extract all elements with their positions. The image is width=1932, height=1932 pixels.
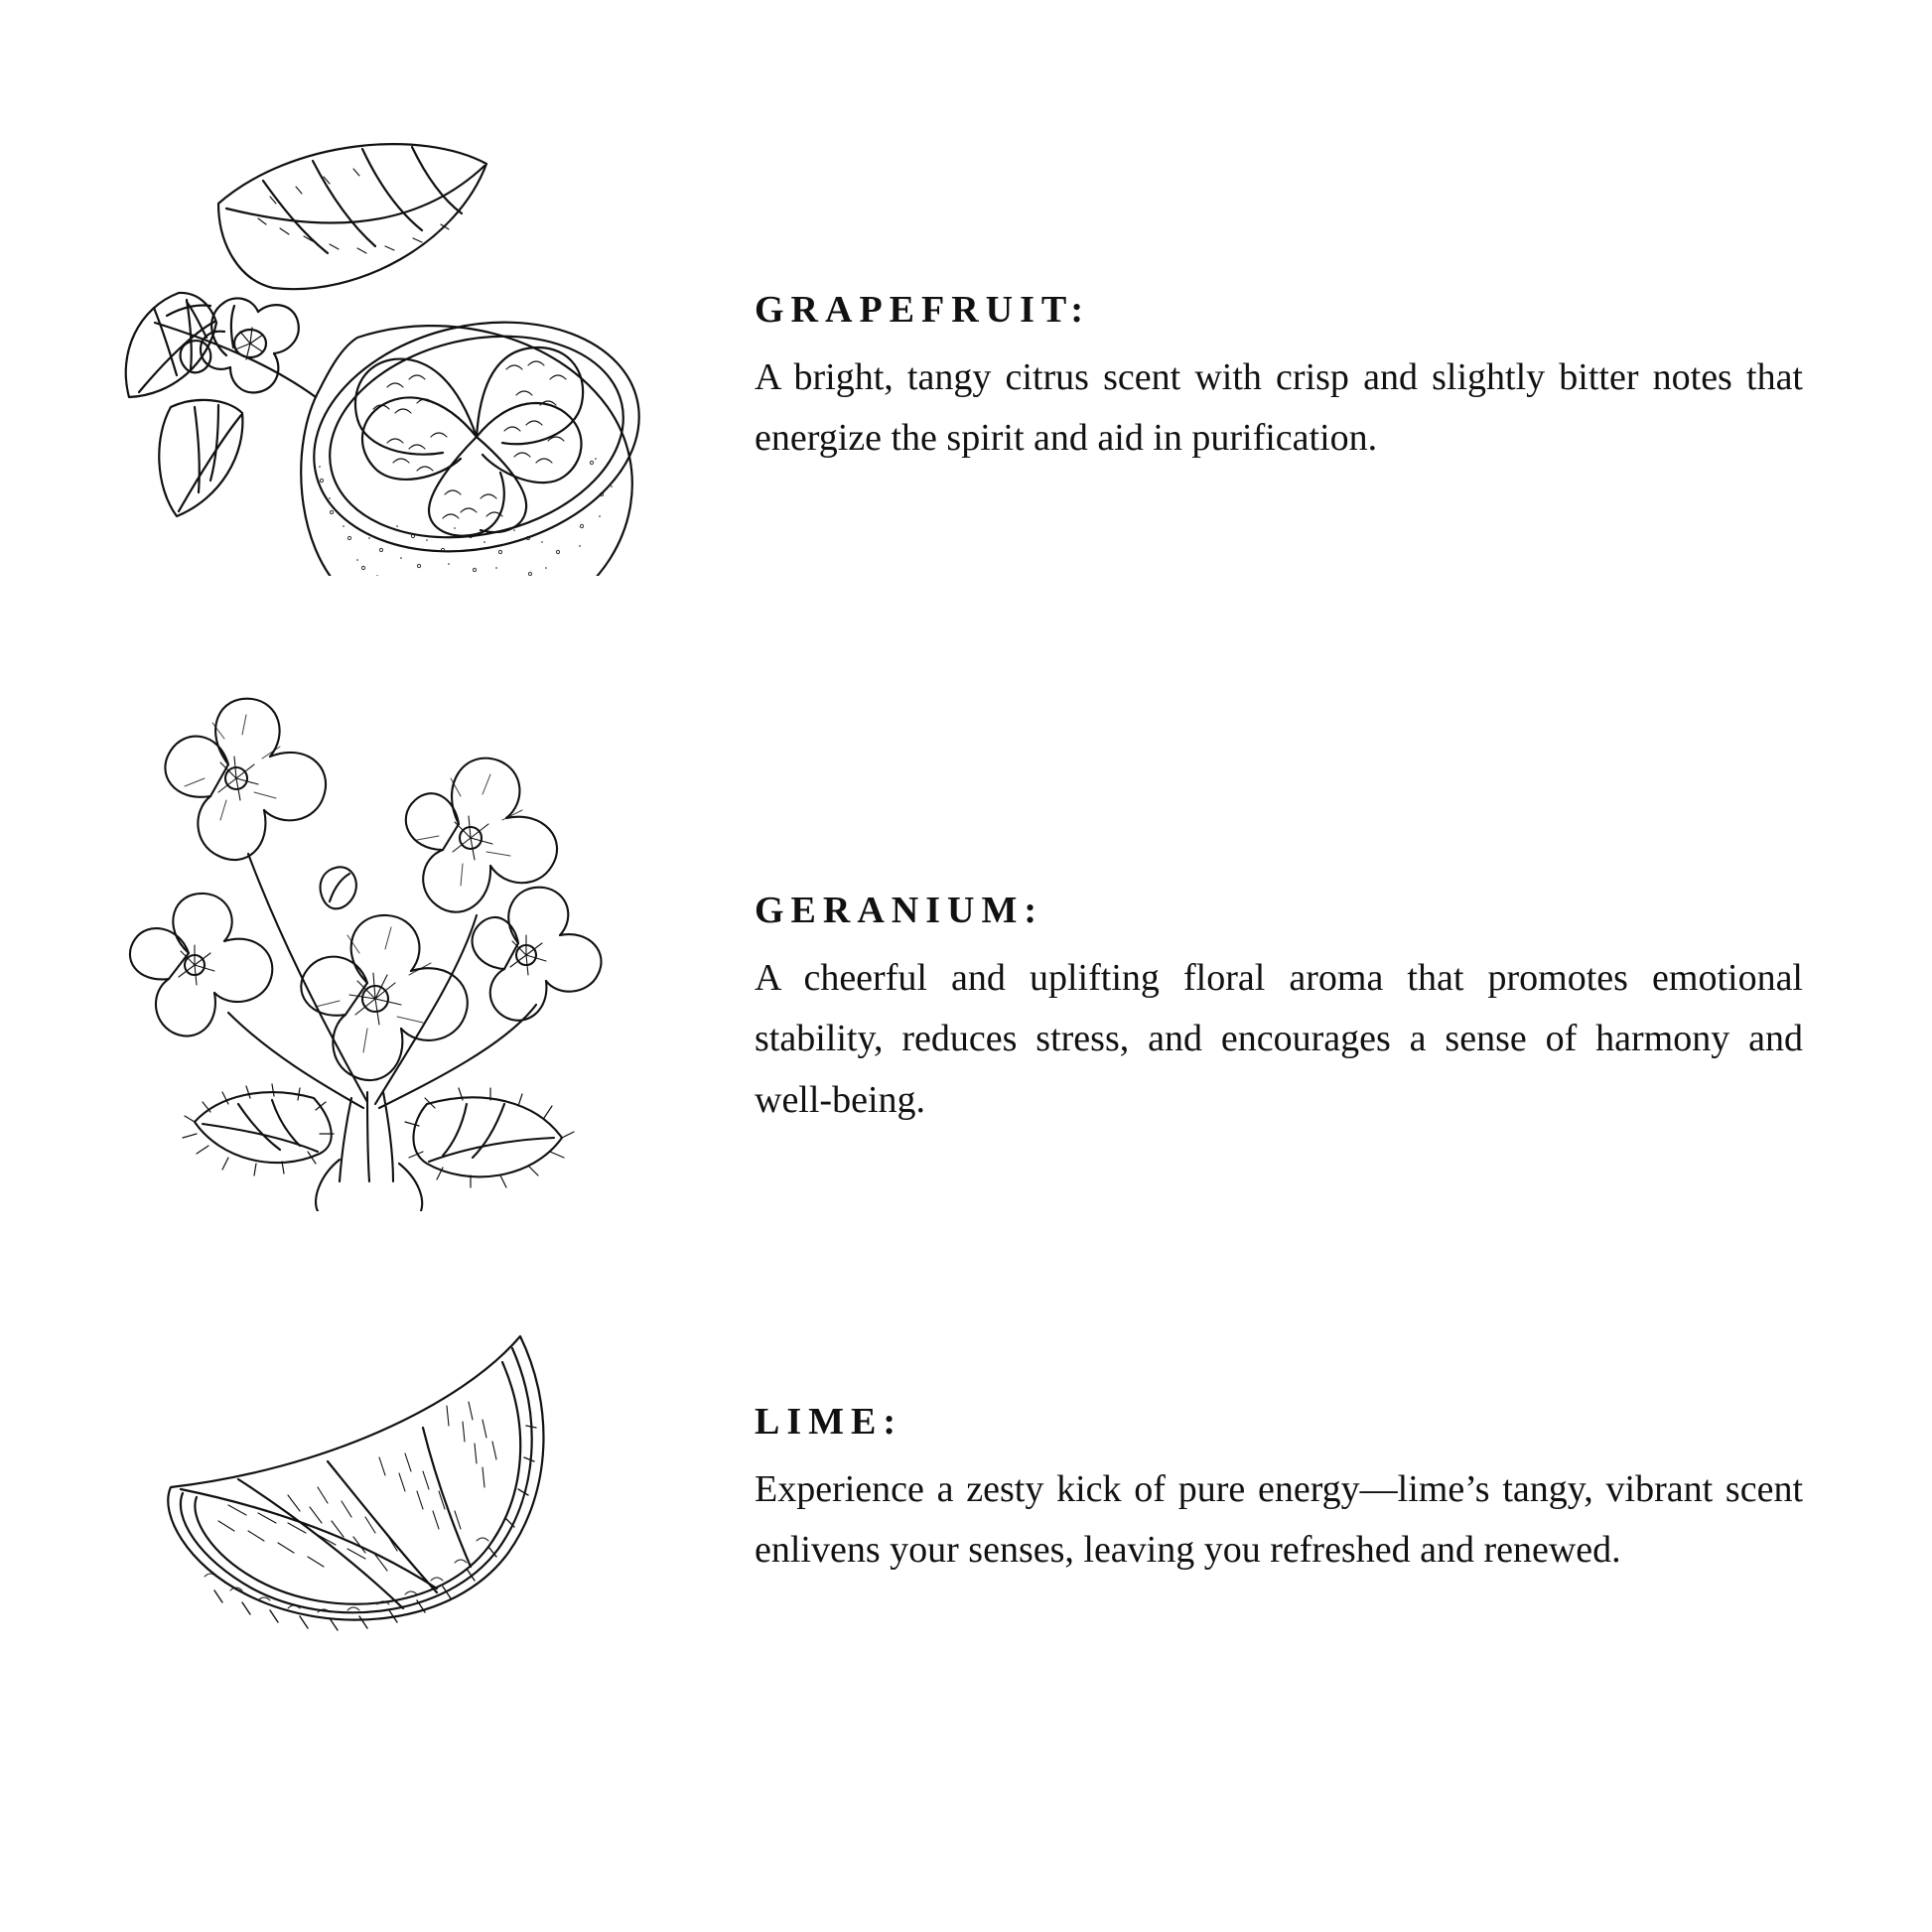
geranium-flowers-icon	[69, 655, 685, 1211]
text-cell-geranium	[755, 655, 1932, 1131]
illustration-cell-lime	[0, 1311, 755, 1648]
grapefruit-half-with-leaves-icon	[60, 109, 695, 576]
ingredient-row-geranium	[0, 616, 1932, 1251]
ingredient-row-lime	[0, 1251, 1932, 1807]
illustration-cell-grapefruit	[0, 109, 755, 576]
lime-wedge-icon	[119, 1311, 635, 1648]
ingredient-title-geranium: GERANIUM:	[755, 890, 1043, 931]
ingredient-description-grapefruit: A bright, tangy citrus scent with crisp and slightly bitter notes that energize the spirit and aid in purification.	[755, 355, 1803, 460]
ingredient-row-grapefruit	[0, 0, 1932, 616]
text-cell-lime	[755, 1311, 1932, 1582]
ingredient-description-geranium: A cheerful and uplifting floral aroma that promotes emotional stability, reduces stress, and encourages a sense of harmony and well-being.	[755, 956, 1803, 1121]
ingredient-description-lime: Experience a zesty kick of pure energy—lime’s tangy, vibrant scent enlivens your senses, leaving you refreshed and renewed.	[755, 1467, 1803, 1572]
ingredient-title-grapefruit: GRAPEFRUIT:	[755, 289, 1091, 331]
text-cell-grapefruit	[755, 109, 1932, 470]
illustration-cell-geranium	[0, 655, 755, 1211]
ingredient-title-lime: LIME:	[755, 1401, 902, 1443]
